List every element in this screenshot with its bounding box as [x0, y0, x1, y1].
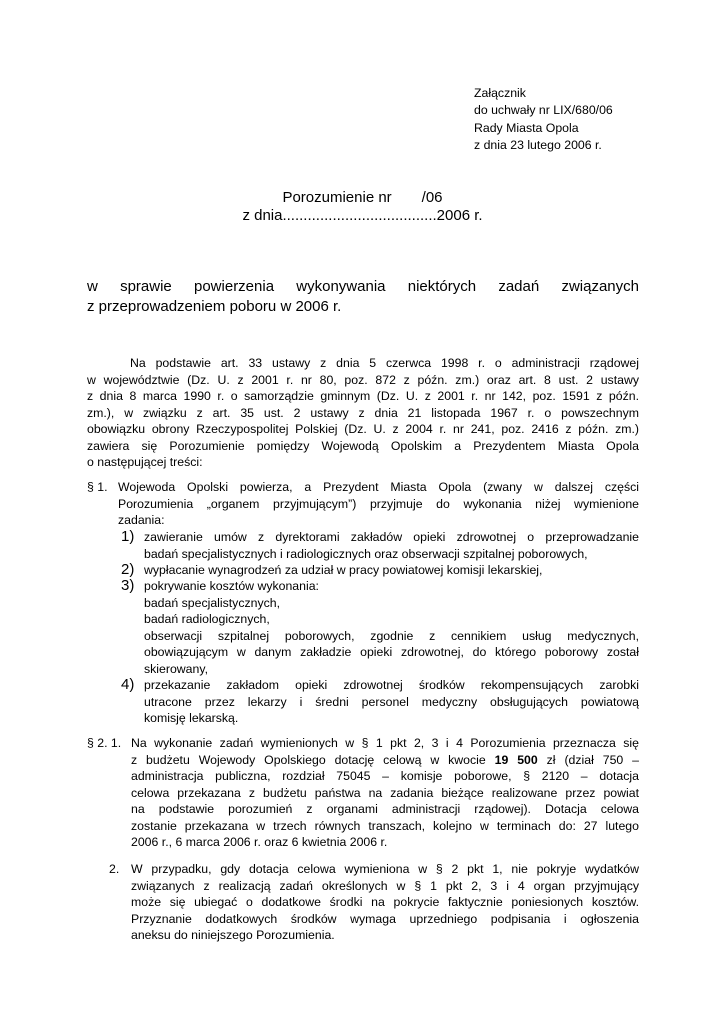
section-2-label: § 2. 1. — [87, 736, 122, 750]
list-item — [144, 562, 639, 579]
section-2-point-1 — [131, 735, 639, 851]
intro-line: Na podstawie art. 33 ustawy z dnia 5 czerwca 1998 r. o administracji rządowej — [130, 356, 639, 370]
section-1-line: Porozumienia „organem przyjmującym”) przyjmuje do wykonania niżej wymienione — [118, 496, 639, 511]
section-2-line: 2006 r., 6 marca 2006 r. oraz 6 kwietnia 2006 r. — [131, 835, 388, 849]
list-item-number: 3) — [121, 577, 135, 594]
list-item-line: wypłacanie wynagrodzeń za udział w pracy powiatowej komisji lekarskiej, — [144, 563, 543, 577]
list-item — [144, 677, 639, 727]
list-item-line: zawieranie umów z dyrektorami zakładów opieki zdrowotnej o przeprowadzanie — [144, 530, 639, 544]
section-2-line: zostanie przekazana w trzech równych transzach, kolejno w terminach do: 27 lutego — [131, 818, 639, 833]
intro-line: obowiązku obrony Rzeczypospolitej Polskiej (Dz. U. z 2004 r. nr 241, poz. 2416 z późn. zm.) — [87, 422, 639, 436]
section-2-line: administracja publiczna, rozdział 75045 – komisje poborowe, § 2120 – dotacja — [131, 769, 639, 783]
section-2-line — [131, 752, 639, 769]
intro-line: o następującej treści: — [87, 455, 203, 469]
list-item — [144, 578, 639, 677]
title-number-suffix: /06 — [421, 189, 443, 206]
list-item-line: badań radiologicznych, — [144, 612, 270, 626]
document-date-line: z dnia.....................................2006 r. — [242, 207, 483, 224]
list-item-line: pokrywanie kosztów wykonania: — [144, 579, 319, 593]
list-item-line: obserwacji szpitalnej poborowych, zgodnie z cennikiem usług medycznych, — [144, 628, 639, 643]
intro-line: zm.), w związku z art. 35 ust. 2 ustawy z dnia 21 listopada 1967 r. o powszechnym — [87, 405, 639, 420]
subject-line: w sprawie powierzenia wykonywania niektórych zadań związanych — [87, 278, 639, 295]
list-item-line: badań specjalistycznych i radiologicznych oraz obserwacji szpitalnej poborowych, — [144, 546, 588, 561]
list-item-number: 2) — [121, 561, 135, 578]
section-2-point-2-line: może się ubiegać o dodatkowe środki na pokrycie faktycznie poniesionych kosztów. — [131, 895, 639, 909]
section-2-point-2-line: Przyznanie dodatkowych środków wymaga uprzedniego podpisania i ogłoszenia — [131, 911, 639, 926]
section-2-point-2-line: W przypadku, gdy dotacja celowa wymieniona w § 2 pkt 1, nie pokryje wydatków — [131, 862, 639, 876]
intro-paragraph — [87, 355, 639, 471]
title-text: Porozumienie nr — [282, 189, 392, 206]
list-item-number: 4) — [121, 676, 135, 693]
list-item-line: skierowany, — [144, 661, 209, 676]
intro-line: z dnia 8 marca 1990 r. o samorządzie gminnym (Dz. U. z 2001 r. nr 142, poz. 1591 z późn. — [87, 389, 639, 403]
list-item-line: badań specjalistycznych, — [144, 595, 281, 610]
list-item-line: komisję lekarską. — [144, 711, 239, 725]
section-2-line: na podstawie porozumień z organami administracji rządowej). Dotacja celowa — [131, 802, 639, 816]
annex-line: Załącznik — [474, 86, 526, 100]
annex-header — [474, 85, 613, 155]
section-1-line: Wojewoda Opolski powierza, a Prezydent Miasta Opola (zwany w dalszej części — [118, 480, 639, 494]
list-item-number: 1) — [121, 528, 135, 545]
section-2-text: z budżetu Wojewody Opolskiego dotację celową w kwocie — [131, 752, 486, 767]
document-title — [0, 189, 725, 207]
section-2-point-2-label: 2. — [109, 862, 120, 876]
intro-line: zawiera się Porozumienie pomiędzy Wojewodą Opolskim a Prezydentem Miasta Opola — [87, 438, 639, 453]
annex-line: do uchwały nr LIX/680/06 — [474, 103, 613, 118]
list-item-line: obowiązującym w danym zakładzie opieki zdrowotnej, do którego poborowy został — [144, 645, 639, 659]
grant-amount: 19 500 — [494, 752, 538, 767]
section-2-line: Na wykonanie zadań wymienionych w § 1 pkt 2, 3 i 4 Porozumienia przeznacza się — [131, 736, 639, 750]
subject — [87, 277, 639, 317]
section-1-label: § 1. — [87, 480, 108, 494]
annex-line: Rady Miasta Opola — [474, 120, 579, 135]
section-2-point-2-line: aneksu do niniejszego Porozumienia. — [131, 928, 335, 942]
section-2-text: zł (dział 750 – — [546, 752, 640, 767]
section-2-point-2-line: związanych z realizacją zadań określonych w § 1 pkt 2, 3 i 4 organ przyjmujący — [131, 878, 639, 893]
list-item — [144, 529, 639, 562]
section-2-point-2 — [131, 861, 639, 944]
list-item-line: utracone przez lekarzy i średni personel medyczny obsługujących powiatową — [144, 694, 639, 709]
annex-line: z dnia 23 lutego 2006 r. — [474, 138, 602, 153]
section-2-line: celowa przekazana z budżetu państwa na zadania bieżące realizowane przez powiat — [131, 785, 639, 800]
section-1 — [118, 479, 639, 529]
intro-line: w województwie (Dz. U. z 2001 r. nr 80, poz. 872 z późn. zm.) oraz art. 8 ust. 2 ustawy — [87, 372, 639, 387]
section-1-line: zadania: — [118, 513, 165, 527]
list-item-line: przekazanie zakładom opieki zdrowotnej środków rekompensujących zarobki — [144, 678, 639, 692]
subject-line: z przeprowadzeniem poboru w 2006 r. — [87, 298, 342, 315]
